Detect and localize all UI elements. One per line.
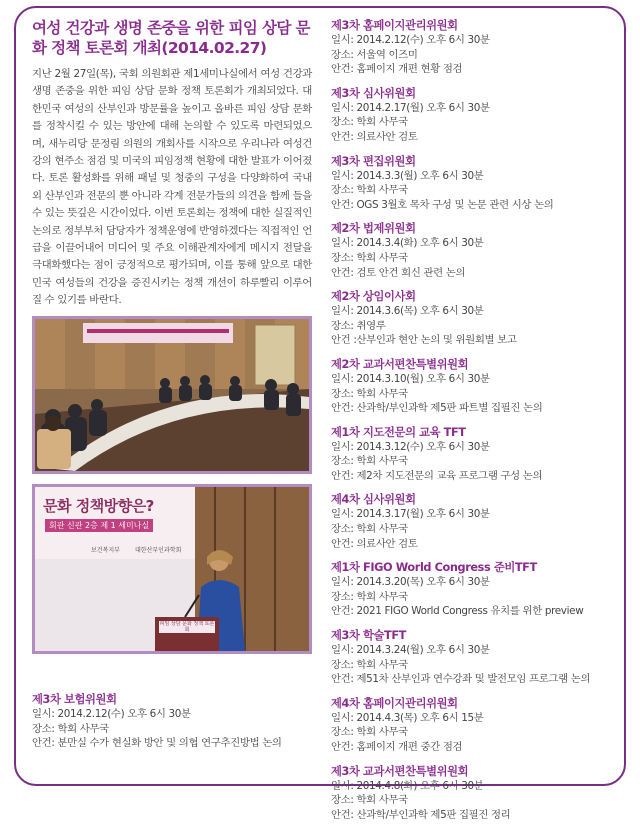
meeting-title: 제1차 지도전문의 교육 TFT: [331, 425, 466, 439]
meeting-date: 일시: 2014.4.3(목) 오후 6시 15분: [331, 711, 484, 724]
meeting-entry: [331, 628, 621, 687]
meeting-title: 제2차 교과서편찬특별위원회: [331, 357, 469, 371]
meeting-place: 장소: 학회 사무국: [331, 794, 408, 807]
meeting-entry: [331, 764, 621, 823]
meeting-entry: [331, 560, 621, 619]
meeting-place: 장소: 학회 사무국: [331, 251, 408, 264]
meeting-agenda: 안건: 제2차 지도전문의 교육 프로그램 구성 논의: [331, 469, 543, 482]
meeting-place: 장소: 학회 사무국: [331, 523, 408, 536]
meeting-entry: [331, 86, 621, 145]
conference-photo: [32, 316, 312, 474]
meeting-date: 일시: 2014.3.4(화) 오후 6시 30분: [331, 237, 484, 250]
meeting-place: 장소: 학회 사무국: [331, 726, 408, 739]
meeting-title: 제3차 홈페이지관리위원회: [331, 19, 458, 32]
article-headline: 여성 건강과 생명 존중을 위한 피임 상담 문화 정책 토론회 개최(2014.02.27): [32, 19, 310, 57]
meeting-date: 일시: 2014.2.17(월) 오후 6시 30분: [331, 101, 490, 114]
meeting-title: 제1차 FIGO World Congress 준비TFT: [331, 561, 537, 575]
banner-sub: 회관 신관 2층 제 1 세미나실: [45, 519, 153, 532]
meeting-place: 장소: 학회 사무국: [331, 116, 408, 129]
meeting-place: 장소: 학회 사무국: [32, 722, 109, 735]
meeting-title: 제4차 홈페이지관리위원회: [331, 696, 458, 710]
meeting-date: 일시: 2014.3.10(월) 오후 6시 30분: [331, 372, 490, 385]
meeting-title: 제3차 심사위원회: [331, 86, 416, 100]
meeting-date: 일시: 2014.3.20(목) 오후 6시 30분: [331, 576, 490, 589]
meeting-date: 일시: 2014.3.24(월) 오후 6시 30분: [331, 644, 490, 657]
meeting-entry: [331, 221, 621, 280]
podium-sign: 피임 상담 문화 정책 토론회: [159, 621, 215, 633]
meeting-place: 장소: 학회 사무국: [331, 184, 408, 197]
article-column: [32, 18, 312, 310]
meeting-agenda: 안건: 산과학/부인과학 제5판 집필진 정리: [331, 808, 511, 821]
meeting-agenda: 안건: 제51차 산부인과 연수강좌 및 발전모임 프로그램 논의: [331, 673, 591, 686]
meeting-date: 일시: 2014.3.3(월) 오후 6시 30분: [331, 169, 484, 182]
meeting-agenda: 안건: 산과학/부인과학 제5판 파트별 집필진 논의: [331, 402, 543, 415]
article-body: 지난 2월 27일(목), 국회 의원회관 제1세미나실에서 여성 건강과 생명 존중을 위한 피임 상담 문화 정책 토론회가 개최되었다. 대한민국 여성의 산부인과 방문률을 높이고 올바른 피임 상담 문화를 정착시킬 수 있는 방안에 대해 논의할 수 있도록 마련되었으며, 새누리당 문정림 의원의 개회사를 시작으로 우리나라 여성건강의 현주소 점검 및 미국의 피임정책 현황에 대한 발표가 이어졌다. 토론 활성화를 위해 패널 및 청중의 구성을 다양화하여 국내외 산부인과 전문의 뿐 아니라 각계 전문가들의 의견을 함께 들을 수 있는 뜻깊은 시간이었다. 이번 토론회는 정책에 대한 실질적인 논의로 정부부처 담당자가 정책운영에 반영하겠다는 직접적인 언급을 이끌어내어 미디어 및 주요 이해관계자에게 메시지 전달을 극대화했다는 점이 긍정적으로 평가되며, 이를 통해 앞으로 대한민국 여성들의 건강을 증진시키는 정책 개선이 하루빨리 이루어질 수 있기를 바란다.: [32, 68, 312, 307]
meeting-entry: [331, 425, 621, 484]
meetings-column: [331, 18, 621, 831]
meeting-entry: [331, 154, 621, 213]
meeting-title: 제2차 법제위원회: [331, 222, 416, 236]
meeting-entry: [331, 357, 621, 416]
meeting-title: 제2차 상임이사회: [331, 290, 416, 304]
meeting-date: 일시: 2014.4.8(화) 오후 6시 30분: [331, 779, 484, 792]
meeting-date: 일시: 2014.2.12(수) 오후 6시 30분: [32, 708, 191, 720]
meeting-place: 장소: 학회 사무국: [331, 387, 408, 400]
meeting-title: 제3차 교과서편찬특별위원회: [331, 764, 469, 778]
speaker-photo: [32, 484, 312, 654]
meeting-entry: [331, 18, 621, 77]
logo-society: 대한산부인과학회: [135, 547, 182, 554]
meeting-entry: [331, 492, 621, 551]
meeting-agenda: 안건: 홈페이지 개편 중간 점검: [331, 741, 463, 753]
meeting-title: 제4차 심사위원회: [331, 493, 416, 507]
meeting-agenda: 안건: 검토 안건 회신 관련 논의: [331, 266, 466, 279]
meeting-agenda: 안건 :산부인과 현안 논의 및 위원회별 보고: [331, 334, 517, 347]
meeting-date: 일시: 2014.3.17(월) 오후 6시 30분: [331, 508, 490, 521]
meeting-title: 제3차 학술TFT: [331, 629, 406, 643]
meeting-place: 장소: 학회 사무국: [331, 590, 408, 603]
meeting-agenda: 안건: 홈페이지 개편 현황 점검: [331, 63, 463, 76]
meeting-agenda: 안건: 2021 FIGO World Congress 유치를 위한 preview: [331, 605, 584, 618]
meeting-date: 일시: 2014.3.6(목) 오후 6시 30분: [331, 305, 484, 318]
meeting-entry: [32, 692, 312, 751]
meeting-date: 일시: 2014.2.12(수) 오후 6시 30분: [331, 34, 490, 46]
meeting-title: 제3차 편집위원회: [331, 154, 416, 168]
meeting-agenda: 안건: 의료사안 검토: [331, 130, 418, 143]
meeting-agenda: 안건: 분만실 수가 현실화 방안 및 의협 연구추진방법 논의: [32, 737, 282, 750]
meeting-place: 장소: 학회 사무국: [331, 455, 408, 468]
conference-photo-image: [35, 319, 309, 471]
meeting-title: 제3차 보험위원회: [32, 693, 117, 706]
banner-text: 문화 정책방향은?: [43, 497, 154, 515]
meeting-entry: [331, 289, 621, 348]
meeting-agenda: 안건: OGS 3월호 목차 구성 및 논문 관련 시상 논의: [331, 198, 554, 211]
logo-ministry: 보건복지부: [91, 547, 120, 554]
meeting-date: 일시: 2014.3.12(수) 오후 6시 30분: [331, 440, 490, 453]
bottom-left-entry: [32, 692, 312, 760]
meeting-place: 장소: 학회 사무국: [331, 658, 408, 671]
meeting-place: 장소: 취영루: [331, 319, 386, 332]
meeting-agenda: 안건: 의료사안 검토: [331, 537, 418, 550]
meeting-place: 장소: 서울역 이즈미: [331, 48, 418, 61]
meeting-entry: [331, 696, 621, 755]
